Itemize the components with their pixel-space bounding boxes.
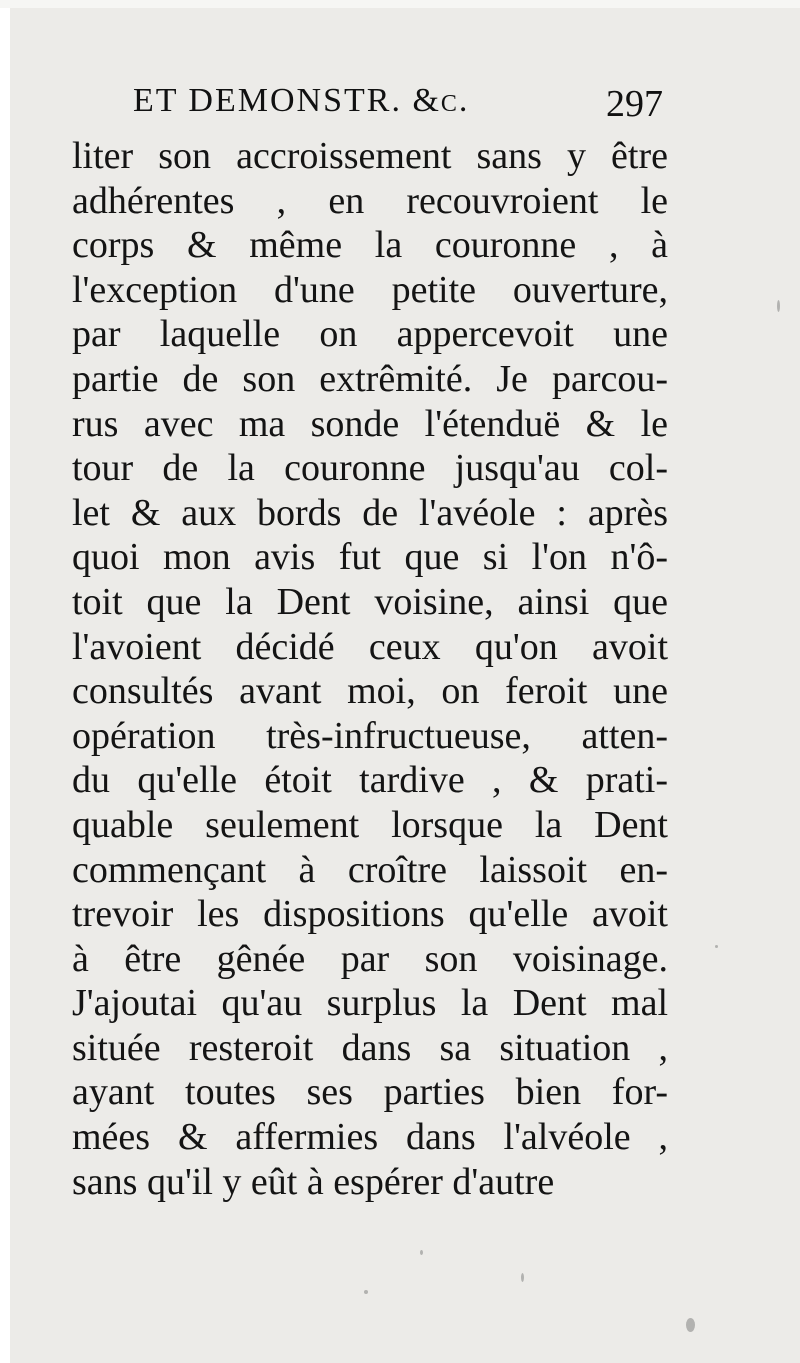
paper-speck: [715, 945, 718, 948]
text-line: l'avoient décidé ceux qu'on avoit: [72, 625, 668, 668]
paper-speck: [521, 1273, 524, 1282]
text-line: quable seulement lorsque la Dent: [72, 803, 668, 846]
text-line: trevoir les dispositions qu'elle avoit: [72, 893, 668, 936]
running-head: ET DEMONSTR. &c.: [133, 82, 470, 119]
text-line: let & aux bords de l'avéole : après: [72, 491, 668, 534]
paper-speck: [686, 1318, 695, 1332]
paper-speck: [364, 1290, 368, 1294]
text-line: du qu'elle étoit tardive , & prati-: [72, 759, 668, 802]
page-number: 297: [606, 83, 663, 125]
text-line: adhérentes , en recouvroient le: [72, 179, 668, 222]
paper-speck: [420, 1250, 423, 1255]
text-line: par laquelle on appercevoit une: [72, 313, 668, 356]
text-line: J'ajoutai qu'au surplus la Dent mal: [72, 982, 668, 1025]
text-line: corps & même la couronne , à: [72, 224, 668, 267]
text-line: toit que la Dent voisine, ainsi que: [72, 580, 668, 623]
body-text: [72, 134, 668, 1204]
text-line: partie de son extrêmité. Je parcou-: [72, 357, 668, 400]
text-line: commençant à croître laissoit en-: [72, 848, 668, 891]
text-line: liter son accroissement sans y être: [72, 135, 668, 177]
text-line: ayant toutes ses parties bien for-: [72, 1071, 668, 1114]
text-line: opération très-infructueuse, atten-: [72, 714, 668, 757]
text-line: rus avec ma sonde l'étenduë & le: [72, 402, 668, 445]
text-line: située resteroit dans sa situation ,: [72, 1026, 668, 1069]
page-left-margin: [0, 0, 10, 1363]
text-line: consultés avant moi, on feroit une: [72, 670, 668, 713]
text-line: quoi mon avis fut que si l'on n'ô-: [72, 536, 668, 579]
text-line: l'exception d'une petite ouverture,: [72, 268, 668, 311]
paper-speck: [777, 300, 780, 312]
text-line: sans qu'il y eût à espérer d'autre: [72, 1160, 555, 1203]
text-line: tour de la couronne jusqu'au col-: [72, 447, 668, 490]
page-header: [133, 82, 663, 132]
text-line: à être gênée par son voisinage.: [72, 937, 668, 980]
text-line: mées & affermies dans l'alvéole ,: [72, 1116, 668, 1159]
page-top-margin: [0, 0, 800, 8]
